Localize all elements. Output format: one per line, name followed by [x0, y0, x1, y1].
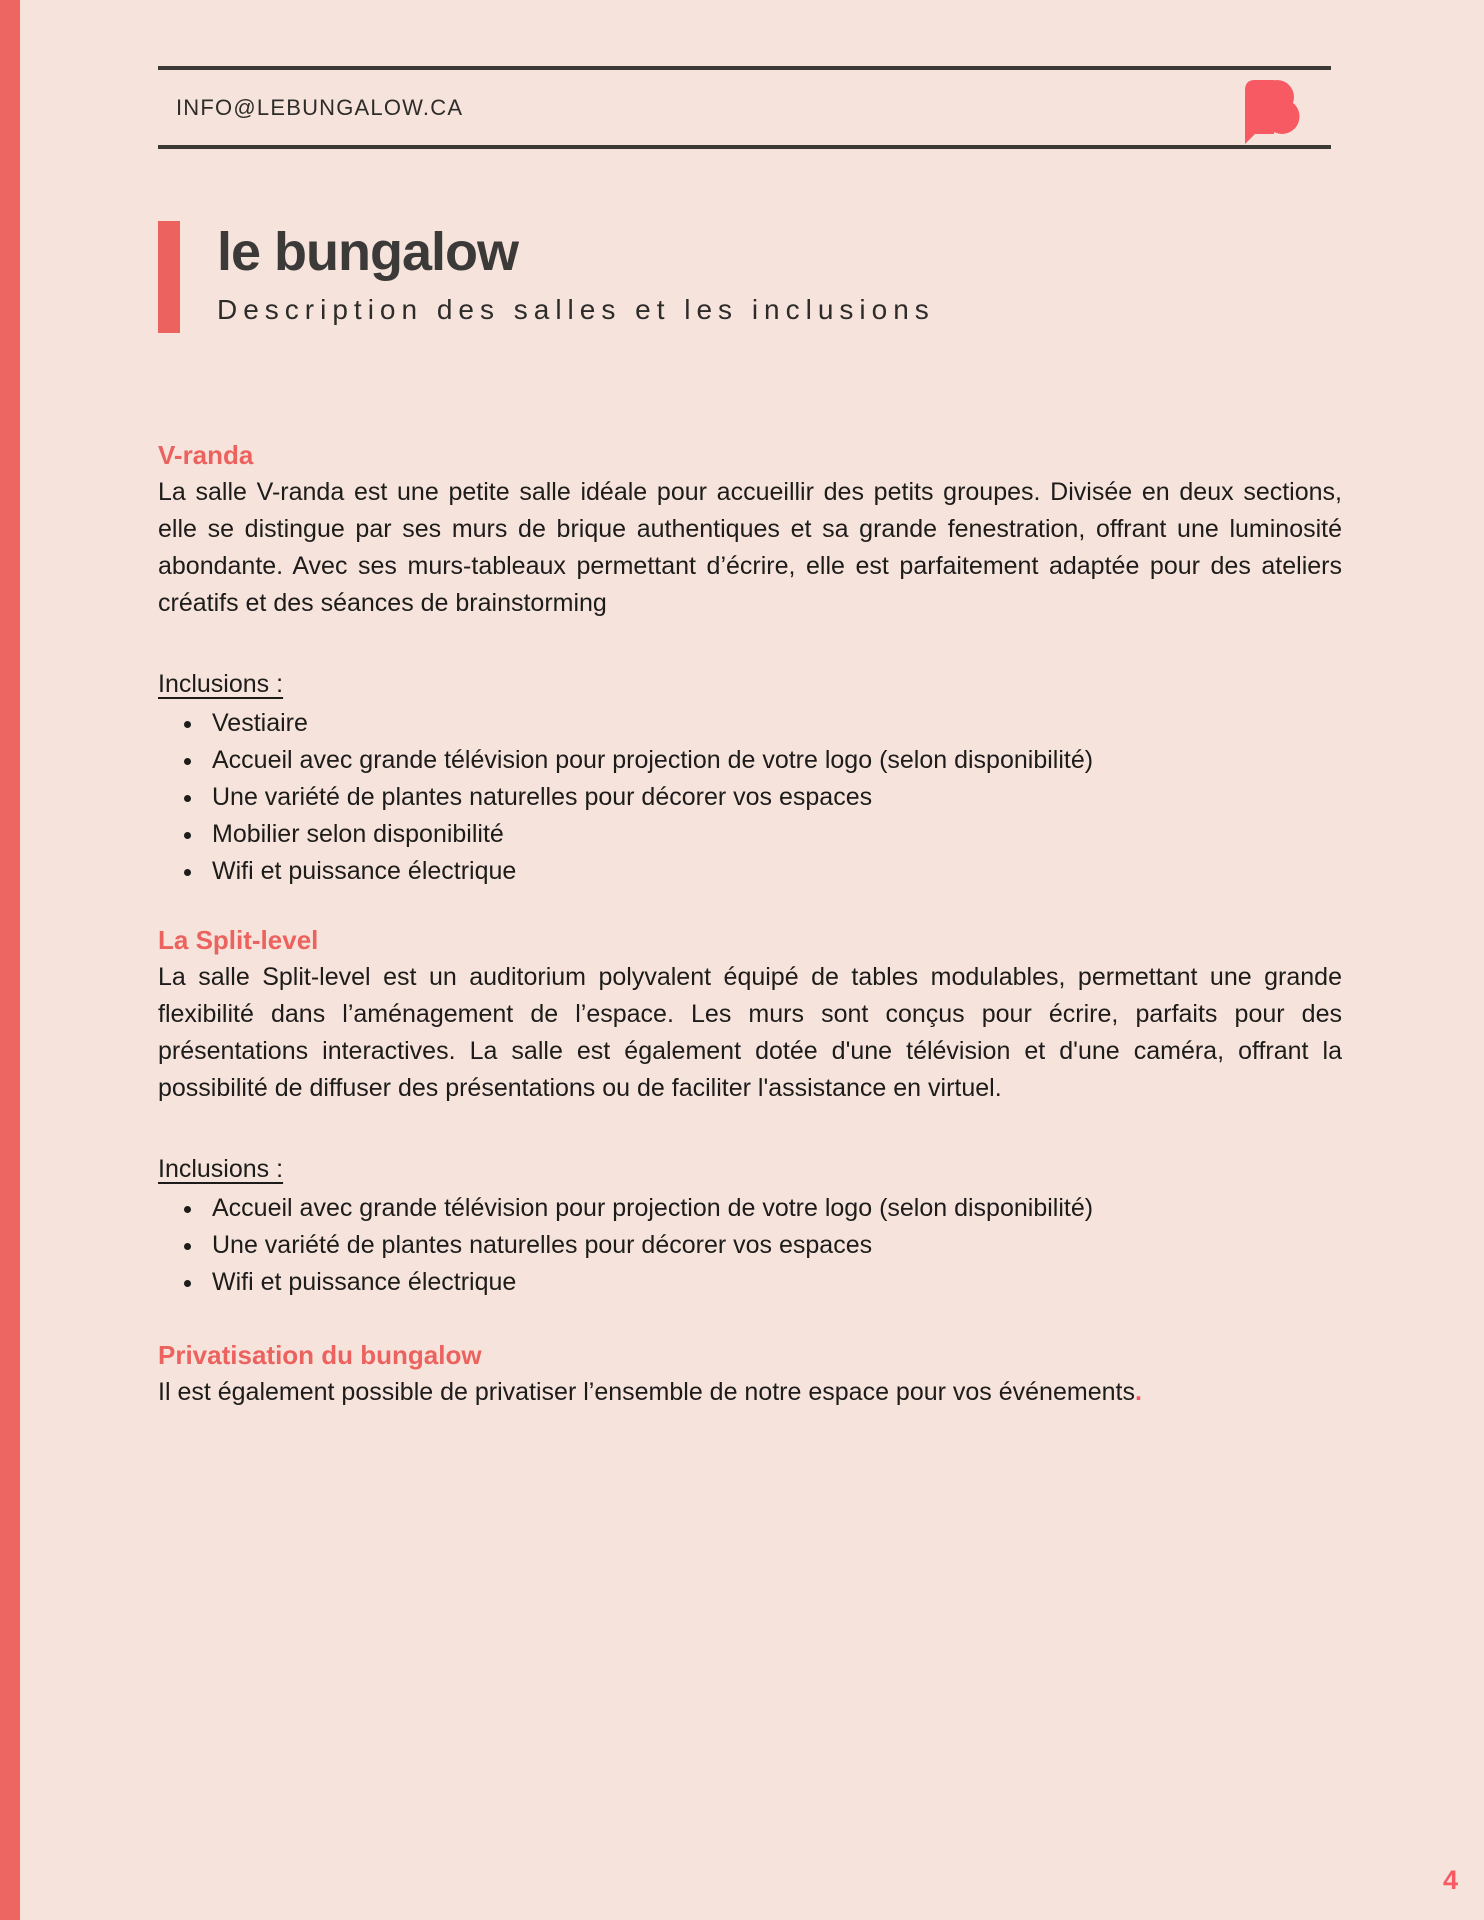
- b-heart-logo-icon: [1241, 78, 1331, 144]
- section-heading: La Split-level: [158, 925, 319, 955]
- title-block: [158, 221, 1484, 333]
- section-body: [158, 1374, 1342, 1411]
- list-item: • Mobilier selon disponibilité: [205, 816, 1342, 853]
- list-item: • Wifi et puissance électrique: [205, 853, 1342, 890]
- contact-email: INFO@LEBUNGALOW.CA: [176, 94, 464, 120]
- page-title: le bungalow: [217, 222, 519, 282]
- section-heading: V-randa: [158, 440, 254, 470]
- content-area: [158, 439, 1342, 1411]
- section-privatisation: [158, 1339, 1342, 1411]
- list-item: • Wifi et puissance électrique: [205, 1264, 1342, 1301]
- list-item: • Accueil avec grande télévision pour projection de votre logo (selon disponibilité): [205, 742, 1342, 779]
- inclusions-list: [158, 1190, 1342, 1301]
- list-item: • Accueil avec grande télévision pour projection de votre logo (selon disponibilité): [205, 1190, 1342, 1227]
- section-heading: Privatisation du bungalow: [158, 1340, 482, 1370]
- list-item: • Une variété de plantes naturelles pour décorer vos espaces: [205, 1227, 1342, 1264]
- inclusions-label: [158, 666, 1342, 703]
- inclusions-label-text: Inclusions :: [158, 1155, 284, 1183]
- section-v-randa: [158, 439, 1342, 890]
- page-number: 4: [1442, 1865, 1458, 1895]
- list-item: • Une variété de plantes naturelles pour décorer vos espaces: [205, 779, 1342, 816]
- inclusions-list: [158, 705, 1342, 890]
- page-subtitle: Description des salles et les inclusions: [217, 294, 935, 325]
- title-accent-bar: [158, 221, 180, 333]
- section-body: La salle V-randa est une petite salle idéale pour accueillir des petits groupes. Divisée en deux sections, elle se distingue par ses murs de brique authentiques et sa grande fenestration, offrant une luminosité abondante. Avec ses murs-tableaux permettant d’écrire, elle est parfaitement adaptée pour des ateliers créatifs et des séances de brainstorming: [158, 478, 1342, 617]
- section-body: La salle Split-level est un auditorium polyvalent équipé de tables modulables, permettant une grande flexibilité dans l’aménagement de l’espace. Les murs sont conçus pour écrire, parfaits pour des présentations interactives. La salle est également dotée d'une télévision et d'une caméra, offrant la possibilité de diffuser des présentations ou de faciliter l'assistance en virtuel.: [158, 963, 1342, 1102]
- page-header: [158, 66, 1331, 149]
- section-body-text: Il est également possible de privatiser l’ensemble de notre espace pour vos événements: [158, 1378, 1135, 1406]
- list-item: • Vestiaire: [205, 705, 1342, 742]
- section-split-level: [158, 924, 1342, 1301]
- inclusions-label: [158, 1151, 1342, 1188]
- inclusions-label-text: Inclusions :: [158, 670, 284, 698]
- title-text: [217, 221, 935, 333]
- left-accent-stripe: [0, 0, 20, 1920]
- accent-period: .: [1134, 1378, 1142, 1406]
